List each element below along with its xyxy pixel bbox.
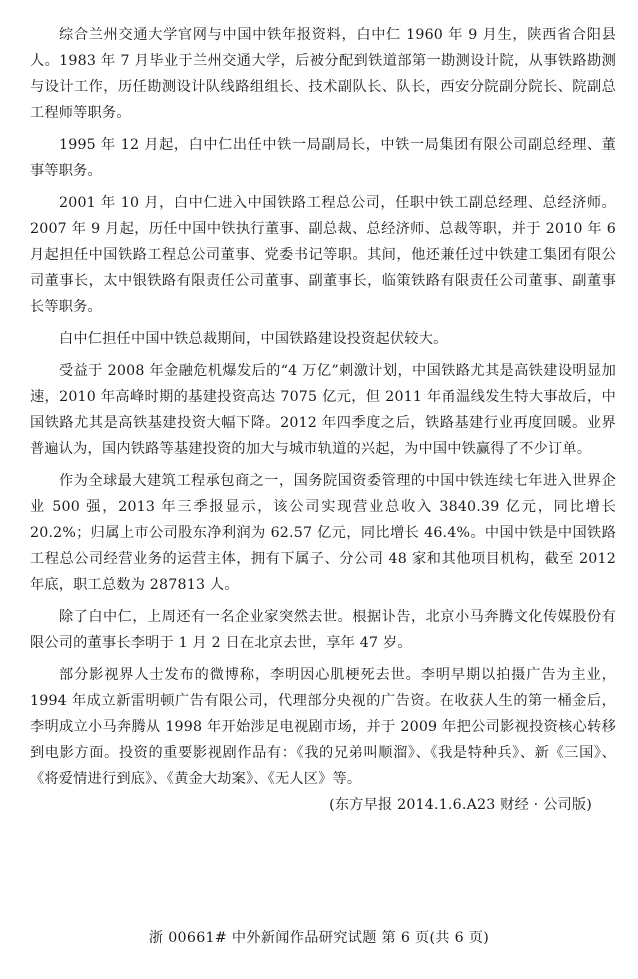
page-footer: 浙 00661# 中外新闻作品研究试题 第 6 页(共 6 页) <box>148 930 490 946</box>
article-body <box>30 22 616 818</box>
paragraph-investment-volatility: 白中仁担任中国中铁总裁期间，中国铁路建设投资起伏较大。 <box>59 331 448 347</box>
paragraph-li-ming-obituary: 除了白中仁，上周还有一名企业家突然去世。根据讣告，北京小马奔腾文化传媒股份有限公司的董事长李明于 1 月 2 日在北京去世，享年 47 岁。 <box>30 609 616 651</box>
paragraph-li-ming-career: 部分影视界人士发布的微博称，李明因心肌梗死去世。李明早期以拍摄广告为主业，1994 年成立新雷明顿广告有限公司，代理部分央视的广告资。在收获人生的第一桶金后，李明成立小马奔腾从 1998 年开始涉足电视剧市场，并于 2009 年把公司影视投资核心转移到电影方面。投资的重要影视剧作品有：《我的兄弟叫顺溜》、《我是特种兵》、新《三国》、《将爱情进行到底》、《黄金大劫案》、《无人区》等。 <box>30 667 616 787</box>
paragraph-bio-early-career: 综合兰州交通大学官网与中国中铁年报资料，白中仁 1960 年 9 月生，陕西省合阳县人。1983 年 7 月毕业于兰州交通大学，后被分配到铁道部第一勘测设计院，从事铁路勘测与设计工作，历任勘测设计队线路组组长、技术副队长、队长，西安分院副分院长、院副总工程师等职务。 <box>30 27 616 121</box>
paragraph-stimulus-plan: 受益于 2008 年金融危机爆发后的“4 万亿”刺激计划，中国铁路尤其是高铁建设明显加速，2010 年高峰时期的基建投资高达 7075 亿元，但 2011 年甬温线发生特大事故后，中国铁路尤其是高铁基建投资大幅下降。2012 年四季度之后，铁路基建行业再度回暖。业界普遍认为，国内铁路等基建投资的加大与城市轨道的兴起，为中国中铁赢得了不少订单。 <box>30 363 616 457</box>
paragraph-company-performance: 作为全球最大建筑工程承包商之一，国务院国资委管理的中国中铁连续七年进入世界企业 500 强，2013 年三季报显示，该公司实现营业总收入 3840.39 亿元，同比增长 20.2%；归属上市公司股东净利润为 62.57 亿元，同比增长 46.4%。中国中铁是中国铁路工程总公司经营业务的运营主体，拥有下属子、分公司 48 家和其他项目机构，截至 2012 年底，职工总数为 287813 人。 <box>30 473 616 593</box>
paragraph-crec-roles: 2001 年 10 月，白中仁进入中国铁路工程总公司，任职中铁工副总经理、总经济师。2007 年 9 月起，历任中国中铁执行董事、副总裁、总经济师、总裁等职，并于 2010 年 6 月起担任中国铁路工程总公司董事、党委书记等职。其间，他还兼任过中铁建工集团有限公司董事长，太中银铁路有限责任公司董事、副董事长，临策铁路有限责任公司董事、副董事长等职务。 <box>30 195 616 315</box>
article-source: (东方早报 2014.1.6.A23 财经 · 公司版) <box>329 797 592 813</box>
paragraph-zhongtie-yiju: 1995 年 12 月起，白中仁出任中铁一局副局长，中铁一局集团有限公司副总经理、董事等职务。 <box>30 137 616 179</box>
